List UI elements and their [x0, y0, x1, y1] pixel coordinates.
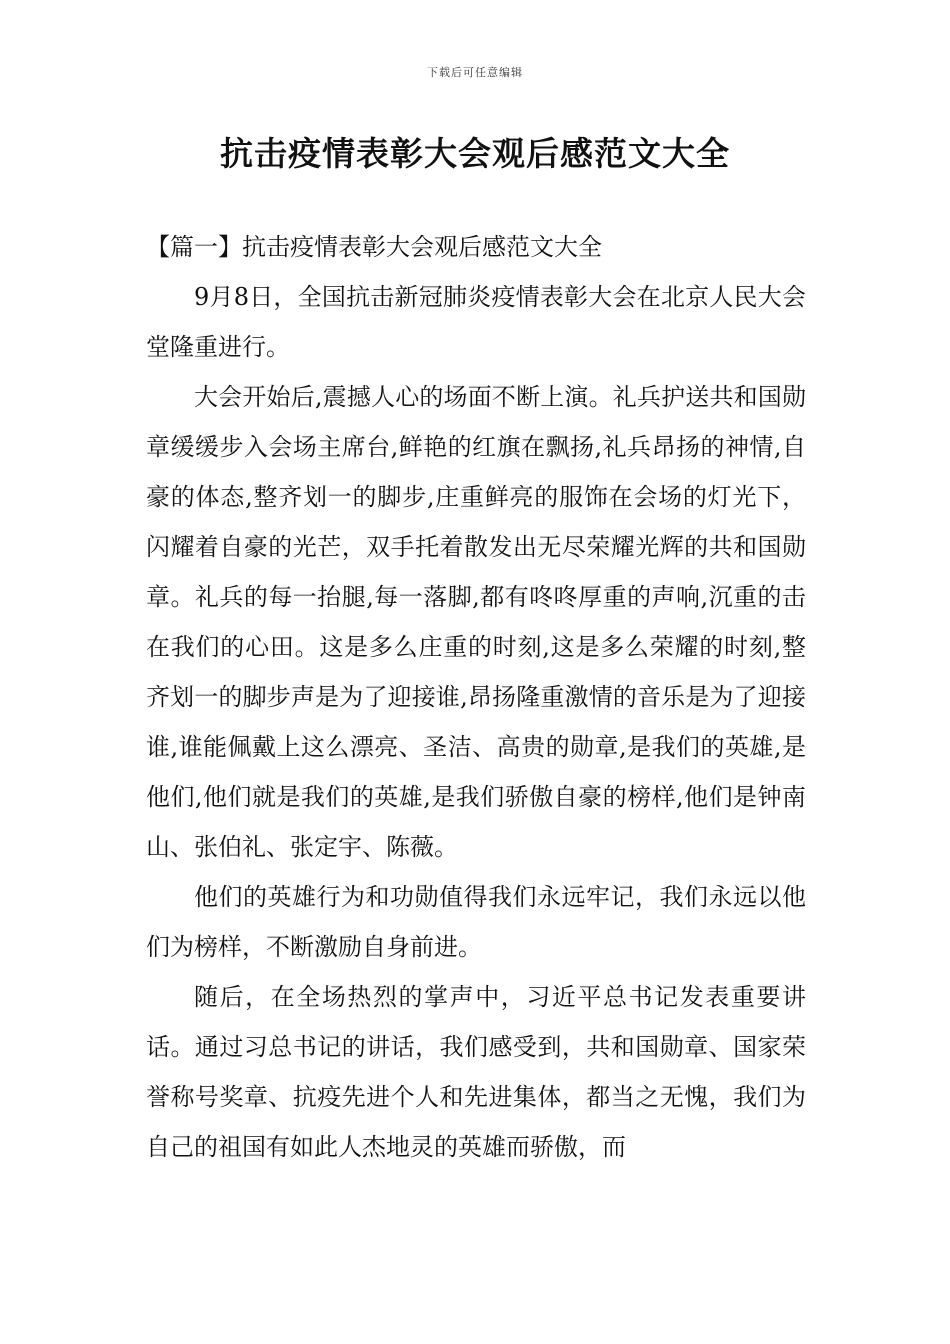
paragraph-4: 随后，在全场热烈的掌声中，习近平总书记发表重要讲话。通过习总书记的讲话，我们感受到，共和国勋章、国家荣誉称号奖章、抗疫先进个人和先进集体，都当之无愧，我们为自己的祖国有如此人杰地灵的英雄而骄傲，而: [146, 983, 806, 1161]
section-heading: 【篇一】抗击疫情表彰大会观后感范文大全: [146, 233, 602, 261]
paragraph-1: 9月8日，全国抗击新冠肺炎疫情表彰大会在北京人民大会堂隆重进行。: [146, 283, 806, 361]
document-body: [146, 222, 806, 1172]
header-note: 下载后可任意编辑: [427, 66, 523, 79]
paragraph-2: 大会开始后,震撼人心的场面不断上演。礼兵护送共和国勋章缓缓步入会场主席台,鲜艳的红旗在飘扬,礼兵昂扬的神情,自豪的体态,整齐划一的脚步,庄重鲜亮的服饰在会场的灯光下，闪耀着自豪的光芒，双手托着散发出无尽荣耀光辉的共和国勋章。礼兵的每一抬腿,每一落脚,都有咚咚厚重的声响,沉重的击在我们的心田。这是多么庄重的时刻,这是多么荣耀的时刻,整齐划一的脚步声是为了迎接谁,昂扬隆重激情的音乐是为了迎接谁,谁能佩戴上这么漂亮、圣洁、高贵的勋章,是我们的英雄,是他们,他们就是我们的英雄,是我们骄傲自豪的榜样,他们是钟南山、张伯礼、张定宇、陈薇。: [146, 383, 806, 861]
paragraph-3: 他们的英雄行为和功勋值得我们永远牢记，我们永远以他们为榜样，不断激励自身前进。: [146, 883, 806, 961]
document-title: 抗击疫情表彰大会观后感范文大全: [220, 134, 730, 173]
